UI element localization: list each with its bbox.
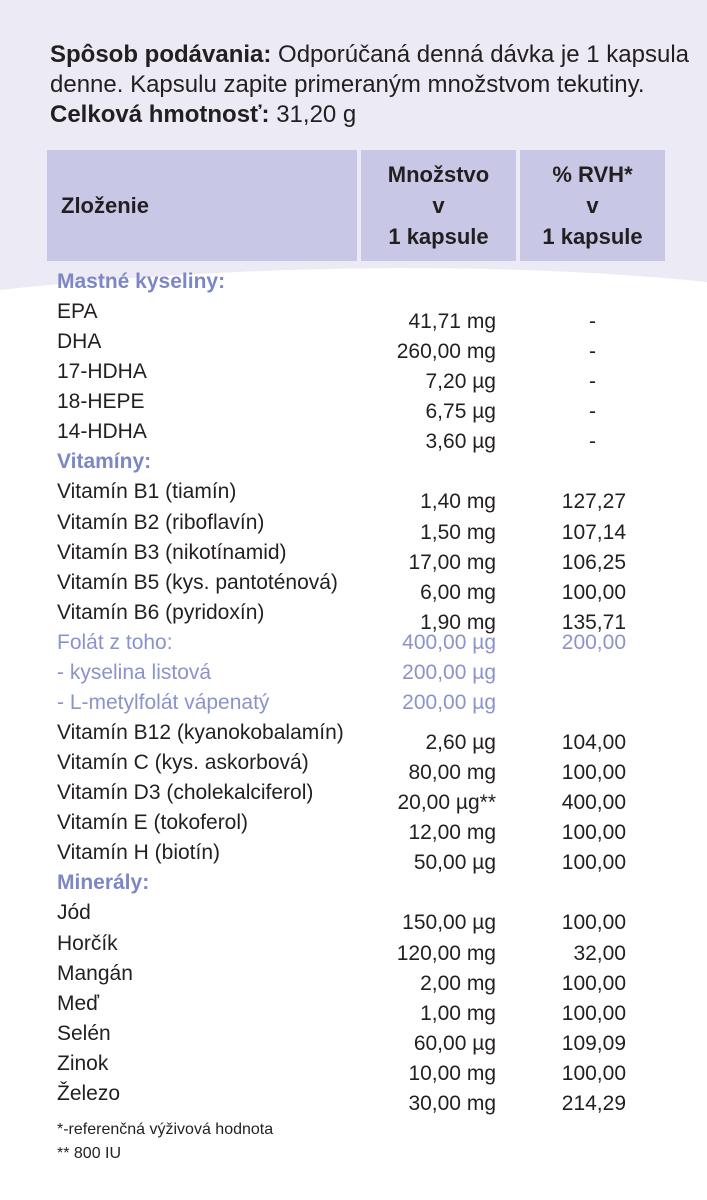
amount-value: 41,71 mg	[408, 310, 496, 334]
table-row	[0, 390, 707, 424]
table-row	[0, 600, 707, 634]
amount-value: 120,00 mg	[396, 941, 496, 965]
table-row	[0, 1081, 707, 1115]
rvh-value: 135,71	[561, 610, 626, 634]
rvh-value: 214,29	[561, 1091, 626, 1115]
section-header	[0, 270, 707, 300]
ingredient-name: Vitamín B2 (riboflavín)	[57, 510, 265, 534]
rvh-value: 106,25	[561, 550, 626, 574]
amount-value: 400,00 µg	[402, 630, 496, 654]
table-row	[0, 330, 707, 364]
ingredient-name: DHA	[57, 330, 102, 354]
table-row	[0, 721, 707, 755]
ingredient-name: Vitamín B3 (nikotínamid)	[57, 540, 287, 564]
rvh-value: -	[589, 310, 596, 334]
table-row	[0, 961, 707, 995]
ingredient-name: 14-HDHA	[57, 420, 147, 444]
header-amount-line2: v	[432, 193, 445, 218]
amount-value: 1,00 mg	[420, 1001, 496, 1025]
ingredient-name: Vitamín B5 (kys. pantoténová)	[57, 570, 338, 594]
header-amount-line3: 1 kapsule	[388, 224, 489, 249]
rvh-value: 100,00	[561, 580, 626, 604]
ingredient-name: Meď	[57, 991, 100, 1015]
amount-value: 6,00 mg	[420, 580, 496, 604]
amount-value: 30,00 mg	[408, 1091, 496, 1115]
rvh-value: -	[589, 370, 596, 394]
rvh-value: 100,00	[561, 851, 626, 875]
table-row	[0, 480, 707, 514]
table-row	[0, 811, 707, 845]
amount-value: 200,00 µg	[402, 690, 496, 714]
table-row	[0, 1021, 707, 1055]
rvh-value: 109,09	[561, 1031, 626, 1055]
header-amount-line1: Množstvo	[387, 162, 490, 187]
table-row	[0, 931, 707, 965]
ingredient-name: Vitamín B6 (pyridoxín)	[57, 600, 265, 624]
usage-label: Spôsob podávania:	[50, 41, 272, 68]
header-rvh	[520, 150, 665, 261]
ingredient-name: Mangán	[57, 961, 133, 985]
amount-value: 1,90 mg	[420, 610, 496, 634]
table-row	[0, 360, 707, 394]
ingredient-name: Horčík	[57, 931, 118, 955]
header-composition	[47, 150, 357, 261]
amount-value: 260,00 mg	[396, 340, 496, 364]
header-rvh-line1: % RVH*	[552, 162, 633, 187]
ingredient-name: Vitamín B12 (kyanokobalamín)	[57, 721, 344, 745]
header-rvh-line3: 1 kapsule	[542, 224, 643, 249]
amount-value: 7,20 µg	[425, 370, 496, 394]
rvh-value: -	[589, 340, 596, 364]
amount-value: 20,00 µg**	[397, 791, 496, 815]
amount-value: 2,60 µg	[425, 731, 496, 755]
rvh-value: 100,00	[561, 1061, 626, 1085]
table-row	[0, 1051, 707, 1085]
rvh-value: 127,27	[561, 490, 626, 514]
ingredient-name: Zinok	[57, 1051, 109, 1075]
rvh-value: 100,00	[561, 821, 626, 845]
rvh-value: 100,00	[561, 1001, 626, 1025]
table-row	[0, 901, 707, 935]
footnote-iu: ** 800 IU	[57, 1145, 122, 1162]
ingredient-name: Vitamín C (kys. askorbová)	[57, 751, 309, 775]
ingredient-name: Folát z toho:	[57, 630, 173, 654]
table-row	[0, 570, 707, 604]
intro-text	[50, 40, 690, 130]
rvh-value: 100,00	[561, 971, 626, 995]
amount-value: 60,00 µg	[413, 1031, 496, 1055]
section-title: Mastné kyseliny:	[57, 270, 226, 293]
amount-value: 12,00 mg	[408, 821, 496, 845]
table-row	[0, 991, 707, 1025]
table-row	[0, 751, 707, 785]
amount-value: 2,00 mg	[420, 971, 496, 995]
amount-value: 6,75 µg	[425, 400, 496, 424]
table-row	[0, 841, 707, 875]
section-header	[0, 450, 707, 480]
usage-text: Odporúčaná denná dávka je 1 kapsula denne. Kapsulu zapite primeraným množstvom tekutiny.	[50, 41, 689, 98]
table-row	[0, 300, 707, 334]
rvh-value: 100,00	[561, 761, 626, 785]
rvh-value: 100,00	[561, 911, 626, 935]
table-row	[0, 420, 707, 454]
header-rvh-line2: v	[586, 193, 599, 218]
ingredient-name: 18-HEPE	[57, 390, 145, 414]
rvh-value: 32,00	[573, 941, 626, 965]
ingredient-name: Jód	[57, 901, 91, 925]
ingredient-name: Vitamín D3 (cholekalciferol)	[57, 781, 314, 805]
section-title: Vitamíny:	[57, 450, 152, 474]
amount-value: 17,00 mg	[408, 550, 496, 574]
rvh-value: 200,00	[561, 630, 626, 654]
table-row	[0, 540, 707, 574]
table-row	[0, 661, 707, 691]
header-composition-label: Zloženie	[61, 192, 150, 218]
amount-value: 50,00 µg	[413, 851, 496, 875]
ingredient-name: Železo	[57, 1081, 121, 1105]
amount-value: 80,00 mg	[408, 761, 496, 785]
ingredient-name: - kyselina listová	[57, 660, 212, 684]
amount-value: 3,60 µg	[425, 430, 496, 454]
ingredient-name: - L-metylfolát vápenatý	[57, 690, 270, 714]
rvh-value: 107,14	[561, 520, 626, 544]
weight-label: Celková hmotnosť:	[50, 101, 270, 128]
table-row	[0, 510, 707, 544]
amount-value: 150,00 µg	[402, 911, 496, 935]
table-row	[0, 691, 707, 721]
ingredient-name: Selén	[57, 1021, 111, 1045]
amount-value: 200,00 µg	[402, 660, 496, 684]
table-row	[0, 781, 707, 815]
table-row	[0, 631, 707, 661]
amount-value: 1,40 mg	[420, 490, 496, 514]
weight-text: 31,20 g	[269, 101, 357, 128]
ingredient-name: Vitamín E (tokoferol)	[57, 811, 249, 835]
amount-value: 1,50 mg	[420, 520, 496, 544]
ingredient-name: EPA	[57, 300, 98, 324]
rvh-value: 104,00	[561, 731, 626, 755]
ingredient-name: Vitamín B1 (tiamín)	[57, 480, 237, 504]
amount-value: 10,00 mg	[408, 1061, 496, 1085]
ingredient-name: Vitamín H (biotín)	[57, 841, 221, 865]
section-title: Minerály:	[57, 871, 150, 895]
section-header	[0, 871, 707, 901]
footnote-rvh: *-referenčná výživová hodnota	[57, 1121, 274, 1138]
header-amount	[361, 150, 516, 261]
rvh-value: -	[589, 430, 596, 454]
rvh-value: -	[589, 400, 596, 424]
rvh-value: 400,00	[561, 791, 626, 815]
ingredient-name: 17-HDHA	[57, 360, 147, 384]
